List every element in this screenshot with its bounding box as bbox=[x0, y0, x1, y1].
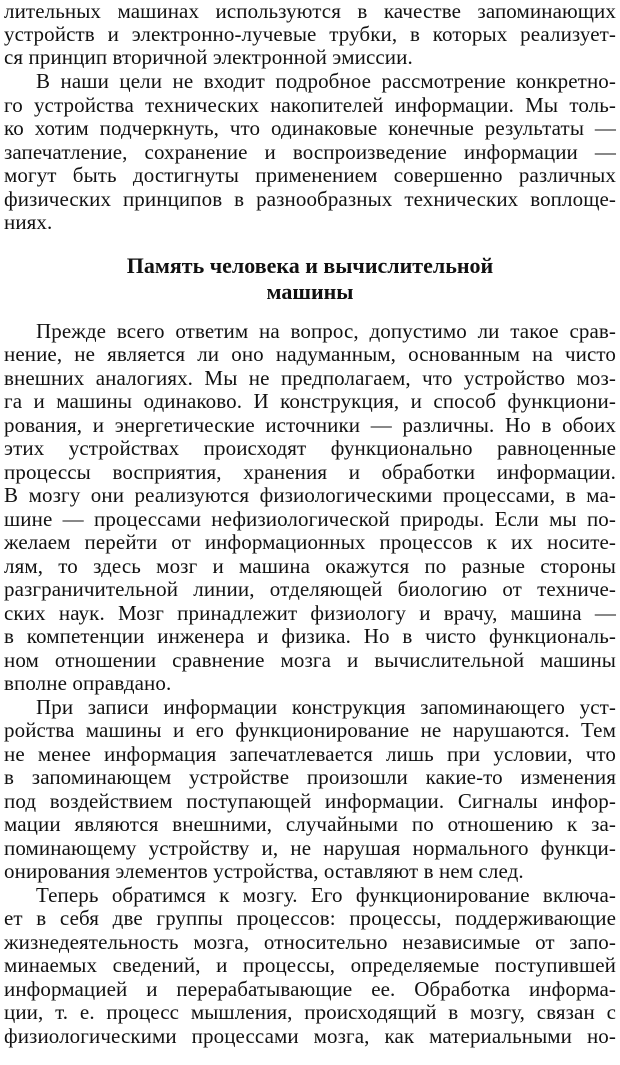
text-line: в компетенции инженера и физика. Но в чисто функциональ- bbox=[4, 624, 616, 648]
text-line: В мозгу они реализуются физиологическими процессами, в ма- bbox=[4, 483, 616, 507]
text-line: мации являются внешними, случайными по отношению к за- bbox=[4, 812, 616, 836]
text-line: ет в себя две группы процессов: процессы, поддерживающие bbox=[4, 906, 616, 930]
text-line: ниях. bbox=[4, 210, 53, 234]
text-line: ном отношении сравнение мозга и вычислительной машины bbox=[4, 648, 616, 672]
text-line: Теперь обратимся к мозгу. Его функционирование включа- bbox=[36, 883, 616, 907]
text-line: ции, т. е. процесс мышления, происходящий в мозгу, связан с bbox=[4, 1000, 616, 1024]
text-line: не менее информация запечатлевается лишь при условии, что bbox=[4, 742, 616, 766]
text-line: лительных машинах используются в качестве запоминающих bbox=[4, 0, 616, 23]
text-line: лям, то здесь мозг и машина окажутся по разные стороны bbox=[4, 554, 616, 578]
text-line: го устройства технических накопителей информации. Мы толь- bbox=[4, 93, 616, 117]
text-line: запечатление, сохранение и воспроизведение информации — bbox=[4, 140, 616, 164]
text-line: желаем перейти от информационных процессов к их носите- bbox=[4, 530, 616, 554]
text-line: ских наук. Мозг принадлежит физиологу и врачу, машина — bbox=[4, 601, 616, 625]
text-line: могут быть достигнуты применением совершенно различных bbox=[4, 163, 616, 187]
section-heading-line-2: машины bbox=[266, 279, 354, 304]
section-heading-line-1: Память человека и вычислительной bbox=[126, 253, 494, 278]
text-line: минаемых сведений, и процессы, определяемые поступившей bbox=[4, 953, 616, 977]
text-line: Прежде всего ответим на вопрос, допустимо ли такое срав- bbox=[36, 319, 616, 343]
text-line: онирования элементов устройства, оставляют в нем след. bbox=[4, 859, 524, 883]
text-line: внешних аналогиях. Мы не предполагаем, что устройство моз- bbox=[4, 366, 616, 390]
text-line: под воздействием поступающей информации. Сигналы инфор- bbox=[4, 789, 616, 813]
text-line: ройства машины и его функционирование не нарушаются. Тем bbox=[4, 718, 616, 742]
text-line: В наши цели не входит подробное рассмотрение конкретно- bbox=[36, 69, 616, 93]
text-line: процессы восприятия, хранения и обработки информации. bbox=[4, 460, 616, 484]
text-line: шине — процессами нефизиологической природы. Если мы по- bbox=[4, 507, 616, 531]
text-line: ся принцип вторичной электронной эмиссии. bbox=[4, 45, 413, 69]
text-line: рования, и энергетические источники — различны. Но в обоих bbox=[4, 413, 616, 437]
text-line: устройств и электронно-лучевые трубки, в которых реализует- bbox=[4, 22, 616, 46]
text-line: этих устройствах происходят функционально равноценные bbox=[4, 436, 616, 460]
text-line: информацией и перерабатывающие ее. Обработка информа- bbox=[4, 977, 616, 1001]
text-line: жизнедеятельность мозга, относительно независимые от запо- bbox=[4, 930, 616, 954]
text-line: физиологическими процессами мозга, как материальными но- bbox=[4, 1024, 616, 1048]
text-line: ко хотим подчеркнуть, что одинаковые конечные результаты — bbox=[4, 116, 616, 140]
text-line: вполне оправдано. bbox=[4, 671, 172, 695]
text-line: разграничительной линии, отделяющей биологию от техниче- bbox=[4, 577, 616, 601]
text-line: При записи информации конструкция запоминающего уст- bbox=[36, 695, 616, 719]
text-line: га и машины одинаково. И конструкция, и способ функциони- bbox=[4, 389, 616, 413]
text-line: физических принципов в разнообразных технических воплоще- bbox=[4, 187, 616, 211]
text-line: нение, не является ли оно надуманным, основанным на чисто bbox=[4, 342, 616, 366]
text-line: поминающему устройству и, не нарушая нормального функци- bbox=[4, 836, 616, 860]
text-line: в запоминающем устройстве произошли какие-то изменения bbox=[4, 765, 616, 789]
